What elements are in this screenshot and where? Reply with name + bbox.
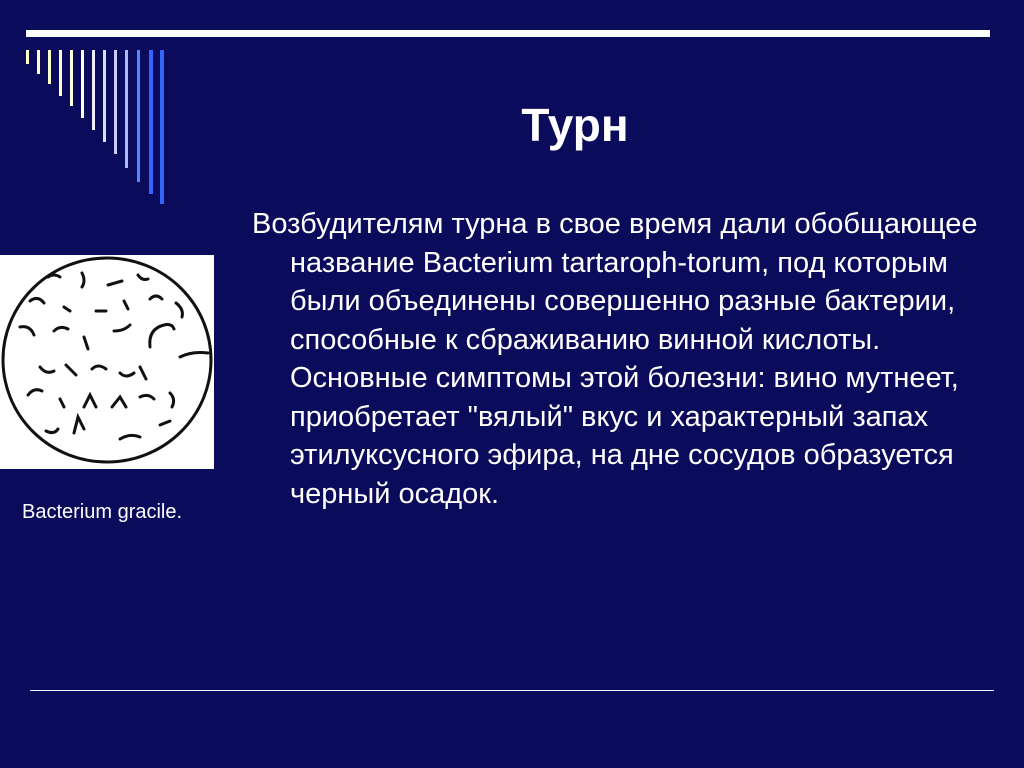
image-caption: Bacterium gracile. (22, 501, 183, 523)
slide-title: Турн (521, 99, 629, 151)
decorative-stripes (0, 0, 180, 220)
bacteria-illustration (0, 255, 214, 469)
body-text: Возбудителям турна в свое время дали обобщающее название Bacterium tartaroph-torum, под которым были объединены совершенно разные бактерии, способные к сбраживанию винной кислоты. Основные симптомы этой болезни: вино мутнеет, приобретает "вялый" вкус и характерный запах этилуксусного эфира, на дне сосудов образуется черный осадок. (252, 208, 978, 510)
bottom-divider-line (30, 690, 994, 691)
